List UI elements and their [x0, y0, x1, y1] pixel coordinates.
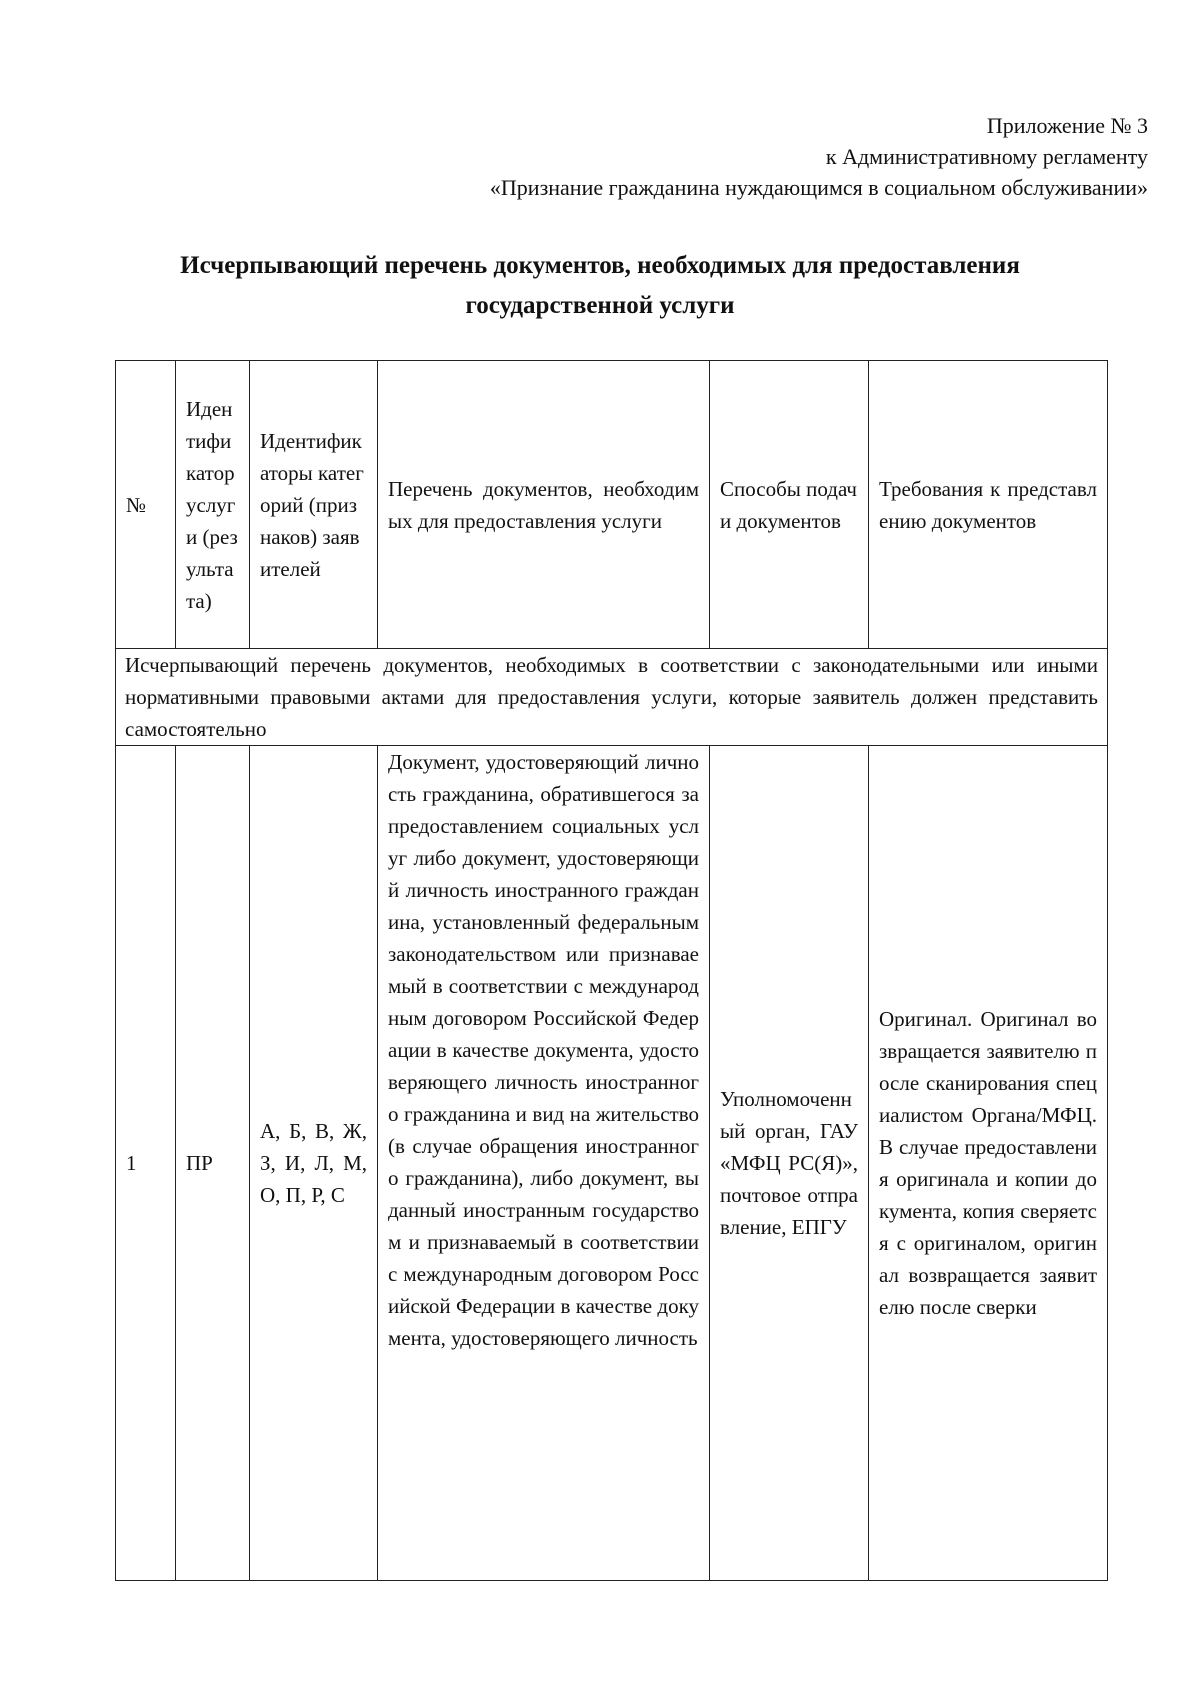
documents-table: [115, 360, 1108, 1581]
title-line-1: Исчерпывающий перечень документов, необходимых для предоставления: [180, 252, 1020, 279]
row-category-id: А, Б, В, Ж, З, И, Л, М, О, П, Р, С: [250, 746, 378, 1581]
header-submission-methods: Способы подачи документов: [710, 361, 869, 649]
table-header-row: [116, 361, 1108, 649]
appendix-number: Приложение № 3: [986, 113, 1148, 138]
row-number: 1: [116, 746, 176, 1581]
title-line-2: государственной услуги: [465, 292, 735, 319]
header-category-id: Идентификаторы категорий (признаков) заявителей: [250, 361, 378, 649]
document-title: [60, 246, 1140, 326]
row-document-list: Документ, удостоверяющий личность гражданина, обратившегося за предоставлением социальных услуг либо документ, удостоверяющий личность иностранного гражданина, установленный федеральным законодательством или признаваемый в соответствии с международным договором Российской Федерации в качестве документа, удостоверяющего личность иностранного гражданина и вид на жительство (в случае обращения иностранного гражданина), либо документ, выданный иностранным государством и признаваемый в соответствии с международным договором Российской Федерации в качестве документа, удостоверяющего личность: [378, 746, 710, 1581]
appendix-service-name: «Признание гражданина нуждающимся в социальном обслуживании»: [489, 175, 1148, 200]
table-section-row: [116, 649, 1108, 746]
appendix-regulation: к Административному регламенту: [825, 144, 1148, 169]
header-number: №: [116, 361, 176, 649]
header-requirements: Требования к представлению документов: [869, 361, 1108, 649]
section-description: Исчерпывающий перечень документов, необходимых в соответствии с законодательными или иными нормативными правовыми актами для предоставления услуги, которые заявитель должен представить самостоятельно: [116, 649, 1108, 746]
header-service-id: Идентификатор услуги (результата): [176, 361, 250, 649]
table-row: [116, 746, 1108, 1581]
header-document-list: Перечень документов, необходимых для предоставления услуги: [378, 361, 710, 649]
row-submission-methods: Уполномоченный орган, ГАУ «МФЦ РС(Я)», почтовое отправление, ЕПГУ: [710, 746, 869, 1581]
appendix-header: [490, 110, 1148, 203]
row-requirements: Оригинал. Оригинал возвращается заявителю после сканирования специалистом Органа/МФЦ. В случае предоставления оригинала и копии документа, копия сверяется с оригиналом, оригинал возвращается заявителю после сверки: [869, 746, 1108, 1581]
row-service-id: ПР: [176, 746, 250, 1581]
